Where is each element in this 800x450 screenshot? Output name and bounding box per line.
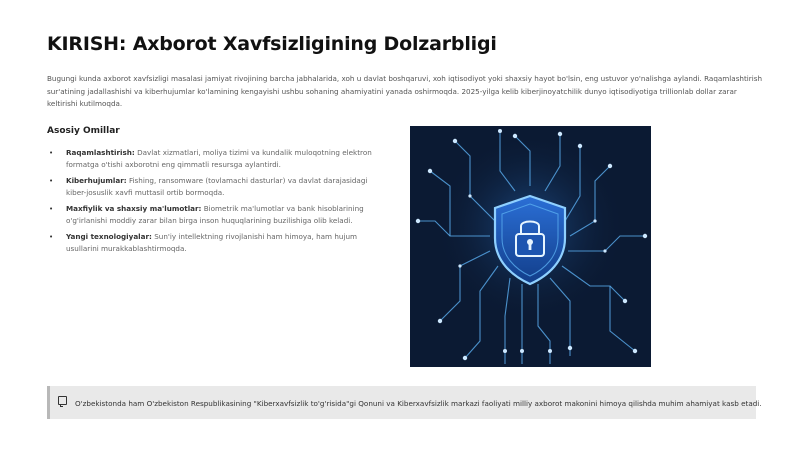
note-callout — [47, 386, 762, 419]
factor-text: Davlat xizmatlari, moliya tizimi va kundalik muloqotning elektron formatga o'tishi axborotni eng qimmatli resursga aylantirdi. — [66, 148, 372, 169]
info-note-icon — [58, 396, 67, 405]
intro-paragraph: Bugungi kunda axborot xavfsizligi masalasi jamiyat rivojining barcha jabhalarida, xoh u davlat boshqaruvi, xoh iqtisodiyot yoki shaxsiy hayot bo'lsin, eng ustuvor yo'nalishga aylandi. Raqamlashtirish sur'atining jadallashishi va kiberhujumlar ko'lamining kengayishi ushbu sohaning ahamiyatini yanada oshirmoqda. 2025-yilga kelib kiberjinoyatchilik dunyo iqtisodiyotiga trillionlab dollar zarar keltirishi kutilmoqda. — [47, 74, 763, 108]
factor-item — [47, 175, 387, 199]
factor-label: Kiberhujumlar: — [66, 176, 127, 185]
slide-title: KIRISH: Axborot Xavfsizligining Dolzarbligi — [47, 33, 497, 55]
factor-label: Raqamlashtirish: — [66, 148, 135, 157]
factor-text: Sun'iy intellektning rivojlanishi ham himoya, ham hujum usullarini murakkablashtirmoqda. — [66, 232, 358, 253]
bullet-icon: • — [49, 177, 54, 185]
factor-label: Yangi texnologiyalar: — [66, 232, 152, 241]
bullet-icon: • — [49, 233, 54, 241]
factor-label: Maxfiylik va shaxsiy ma'lumotlar: — [66, 204, 202, 213]
section-title: Asosiy Omillar — [47, 126, 120, 136]
factor-item — [47, 147, 387, 171]
factors-list — [47, 147, 387, 259]
security-illustration — [410, 126, 651, 367]
note-text: O'zbekistonda ham O'zbekiston Respublikasining "Kiberxavfsizlik to'g'risida"gi Qonuni va Kiberxavfsizlik markazi faoliyati milliy axborot makonini himoya qilishda muhim ahamiyat kasb etadi. — [75, 399, 762, 408]
shield-lock-icon — [410, 126, 651, 367]
factor-item — [47, 231, 387, 255]
factor-text: Fishing, ransomware (tovlamachi dasturlar) va davlat darajasidagi kiber-josuslik xavfi muttasil ortib bormoqda. — [66, 176, 368, 197]
factor-text: Biometrik ma'lumotlar va bank hisoblarining o'g'irlanishi moddiy zarar bilan birga inson huquqlarining buzilishiga olib keladi. — [66, 204, 364, 225]
bullet-icon: • — [49, 149, 54, 157]
bullet-icon: • — [49, 205, 54, 213]
factor-item — [47, 203, 387, 227]
